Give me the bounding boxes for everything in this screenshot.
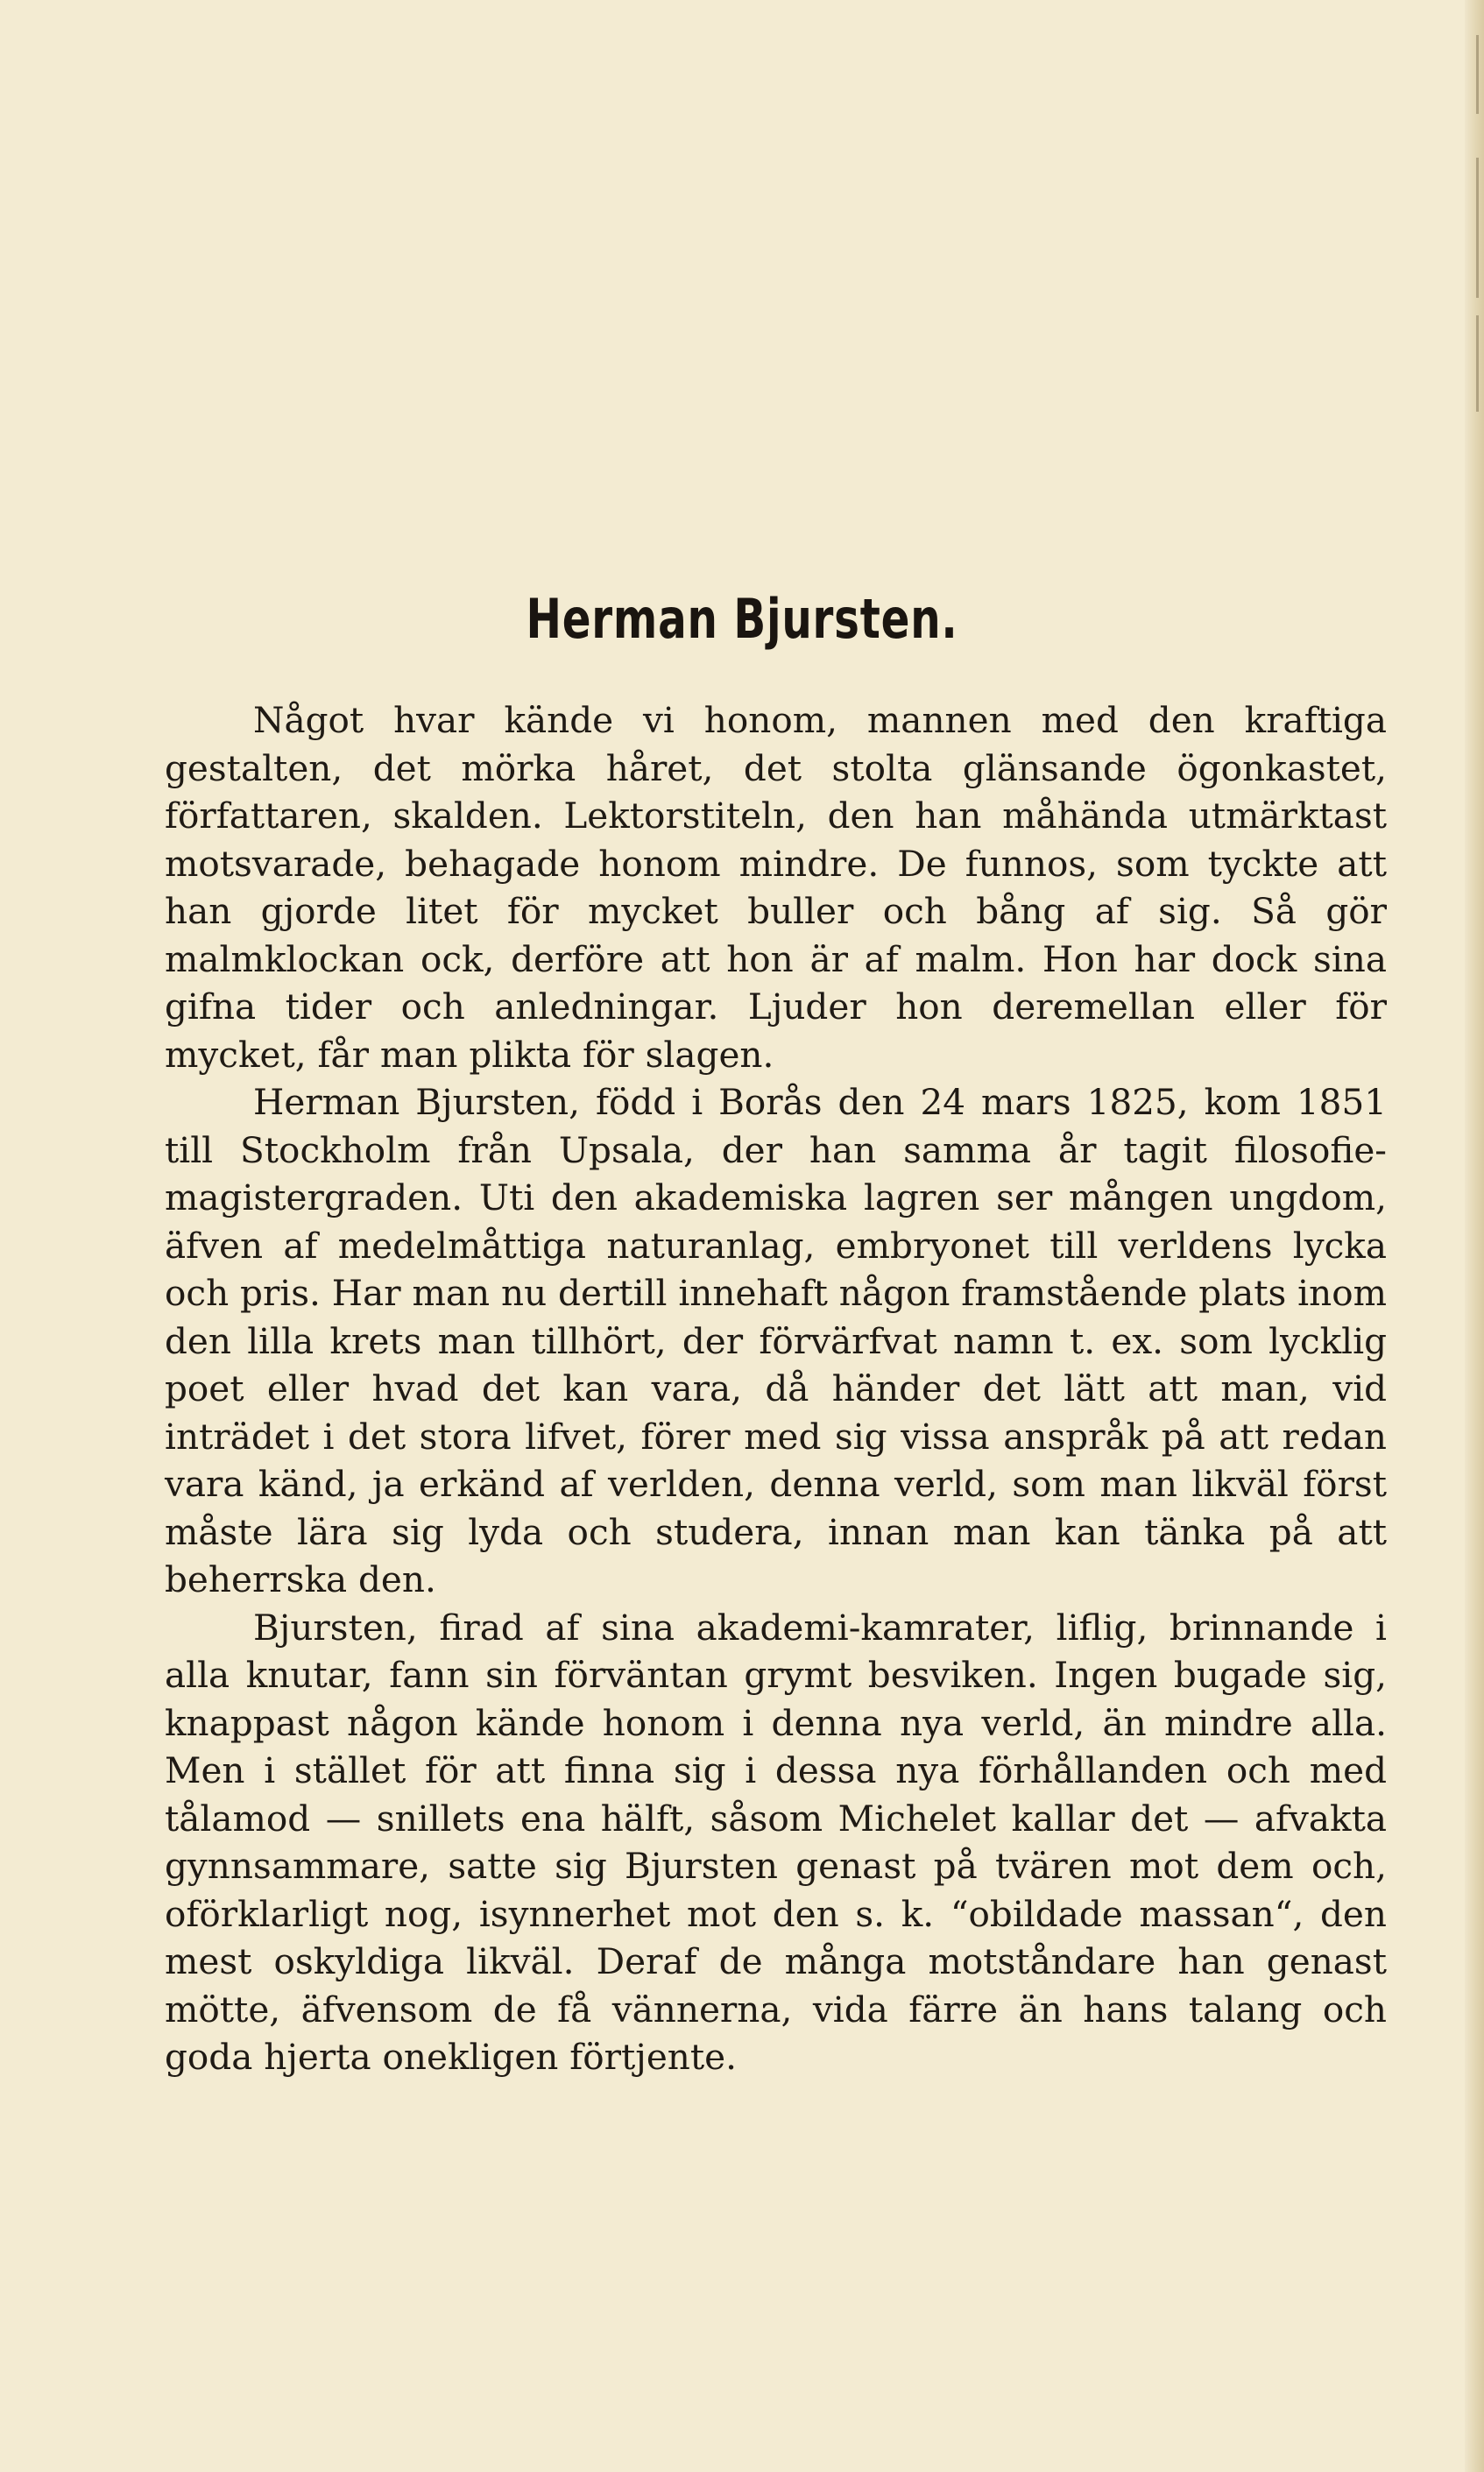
page-edge — [1465, 0, 1484, 2472]
paragraph: Herman Bjursten, född i Borås den 24 mars 1825, kom 1851 till Stockholm från Upsala, der han samma år tagit filosofie-magistergraden. Uti den akademiska lagren ser mången ungdom, äfven af medelmåttiga naturanlag, embryonet till verldens lycka och pris. Har man nu dertill innehaft någon framstående plats inom den lilla krets man tillhört, der förvärfvat namn t. ex. som lycklig poet eller hvad det kan vara, då händer det lätt att man, vid inträdet i det stora lifvet, förer med sig vissa anspråk på att redan vara känd, ja erkänd af verlden, denna verld, som man likväl först måste lära sig lyda och studera, innan man kan tänka på att beherrska den. — [165, 1081, 1387, 1600]
body-text — [165, 696, 1387, 2081]
edge-mark — [1476, 35, 1479, 114]
edge-mark — [1476, 158, 1479, 298]
edge-mark — [1476, 315, 1479, 412]
paragraph: Något hvar kände vi honom, mannen med den kraftiga gestalten, det mörka håret, det stolta glänsande ögonkastet, författaren, skalden. Lektorstiteln, den han måhända utmärktast motsvarade, behagade honom mindre. De funnos, som tyckte att han gjorde litet för mycket buller och bång af sig. Så gör malmklockan ock, derföre att hon är af malm. Hon har dock sina gifna tider och anledningar. Ljuder hon deremellan eller för mycket, får man plikta för slagen. — [165, 699, 1387, 1076]
paragraph: Bjursten, firad af sina akademi-kamrater, liflig, brinnande i alla knutar, fann sin förväntan grymt besviken. Ingen bugade sig, knappast någon kände honom i denna nya verld, än mindre alla. Men i stället för att finna sig i dessa nya förhållanden och med tålamod — snillets ena hälft, såsom Michelet kallar det — afvakta gynnsammare, satte sig Bjursten genast på tvären mot dem och, oförklarligt nog, isynnerhet mot den s. k. “obildade massan“, den mest oskyldiga likväl. Deraf de många motståndare han genast mötte, äfvensom de få vännerna, vida färre än hans talang och goda hjerta onekligen förtjente. — [165, 1606, 1387, 2078]
page-title: Herman Bjursten. — [526, 586, 958, 651]
